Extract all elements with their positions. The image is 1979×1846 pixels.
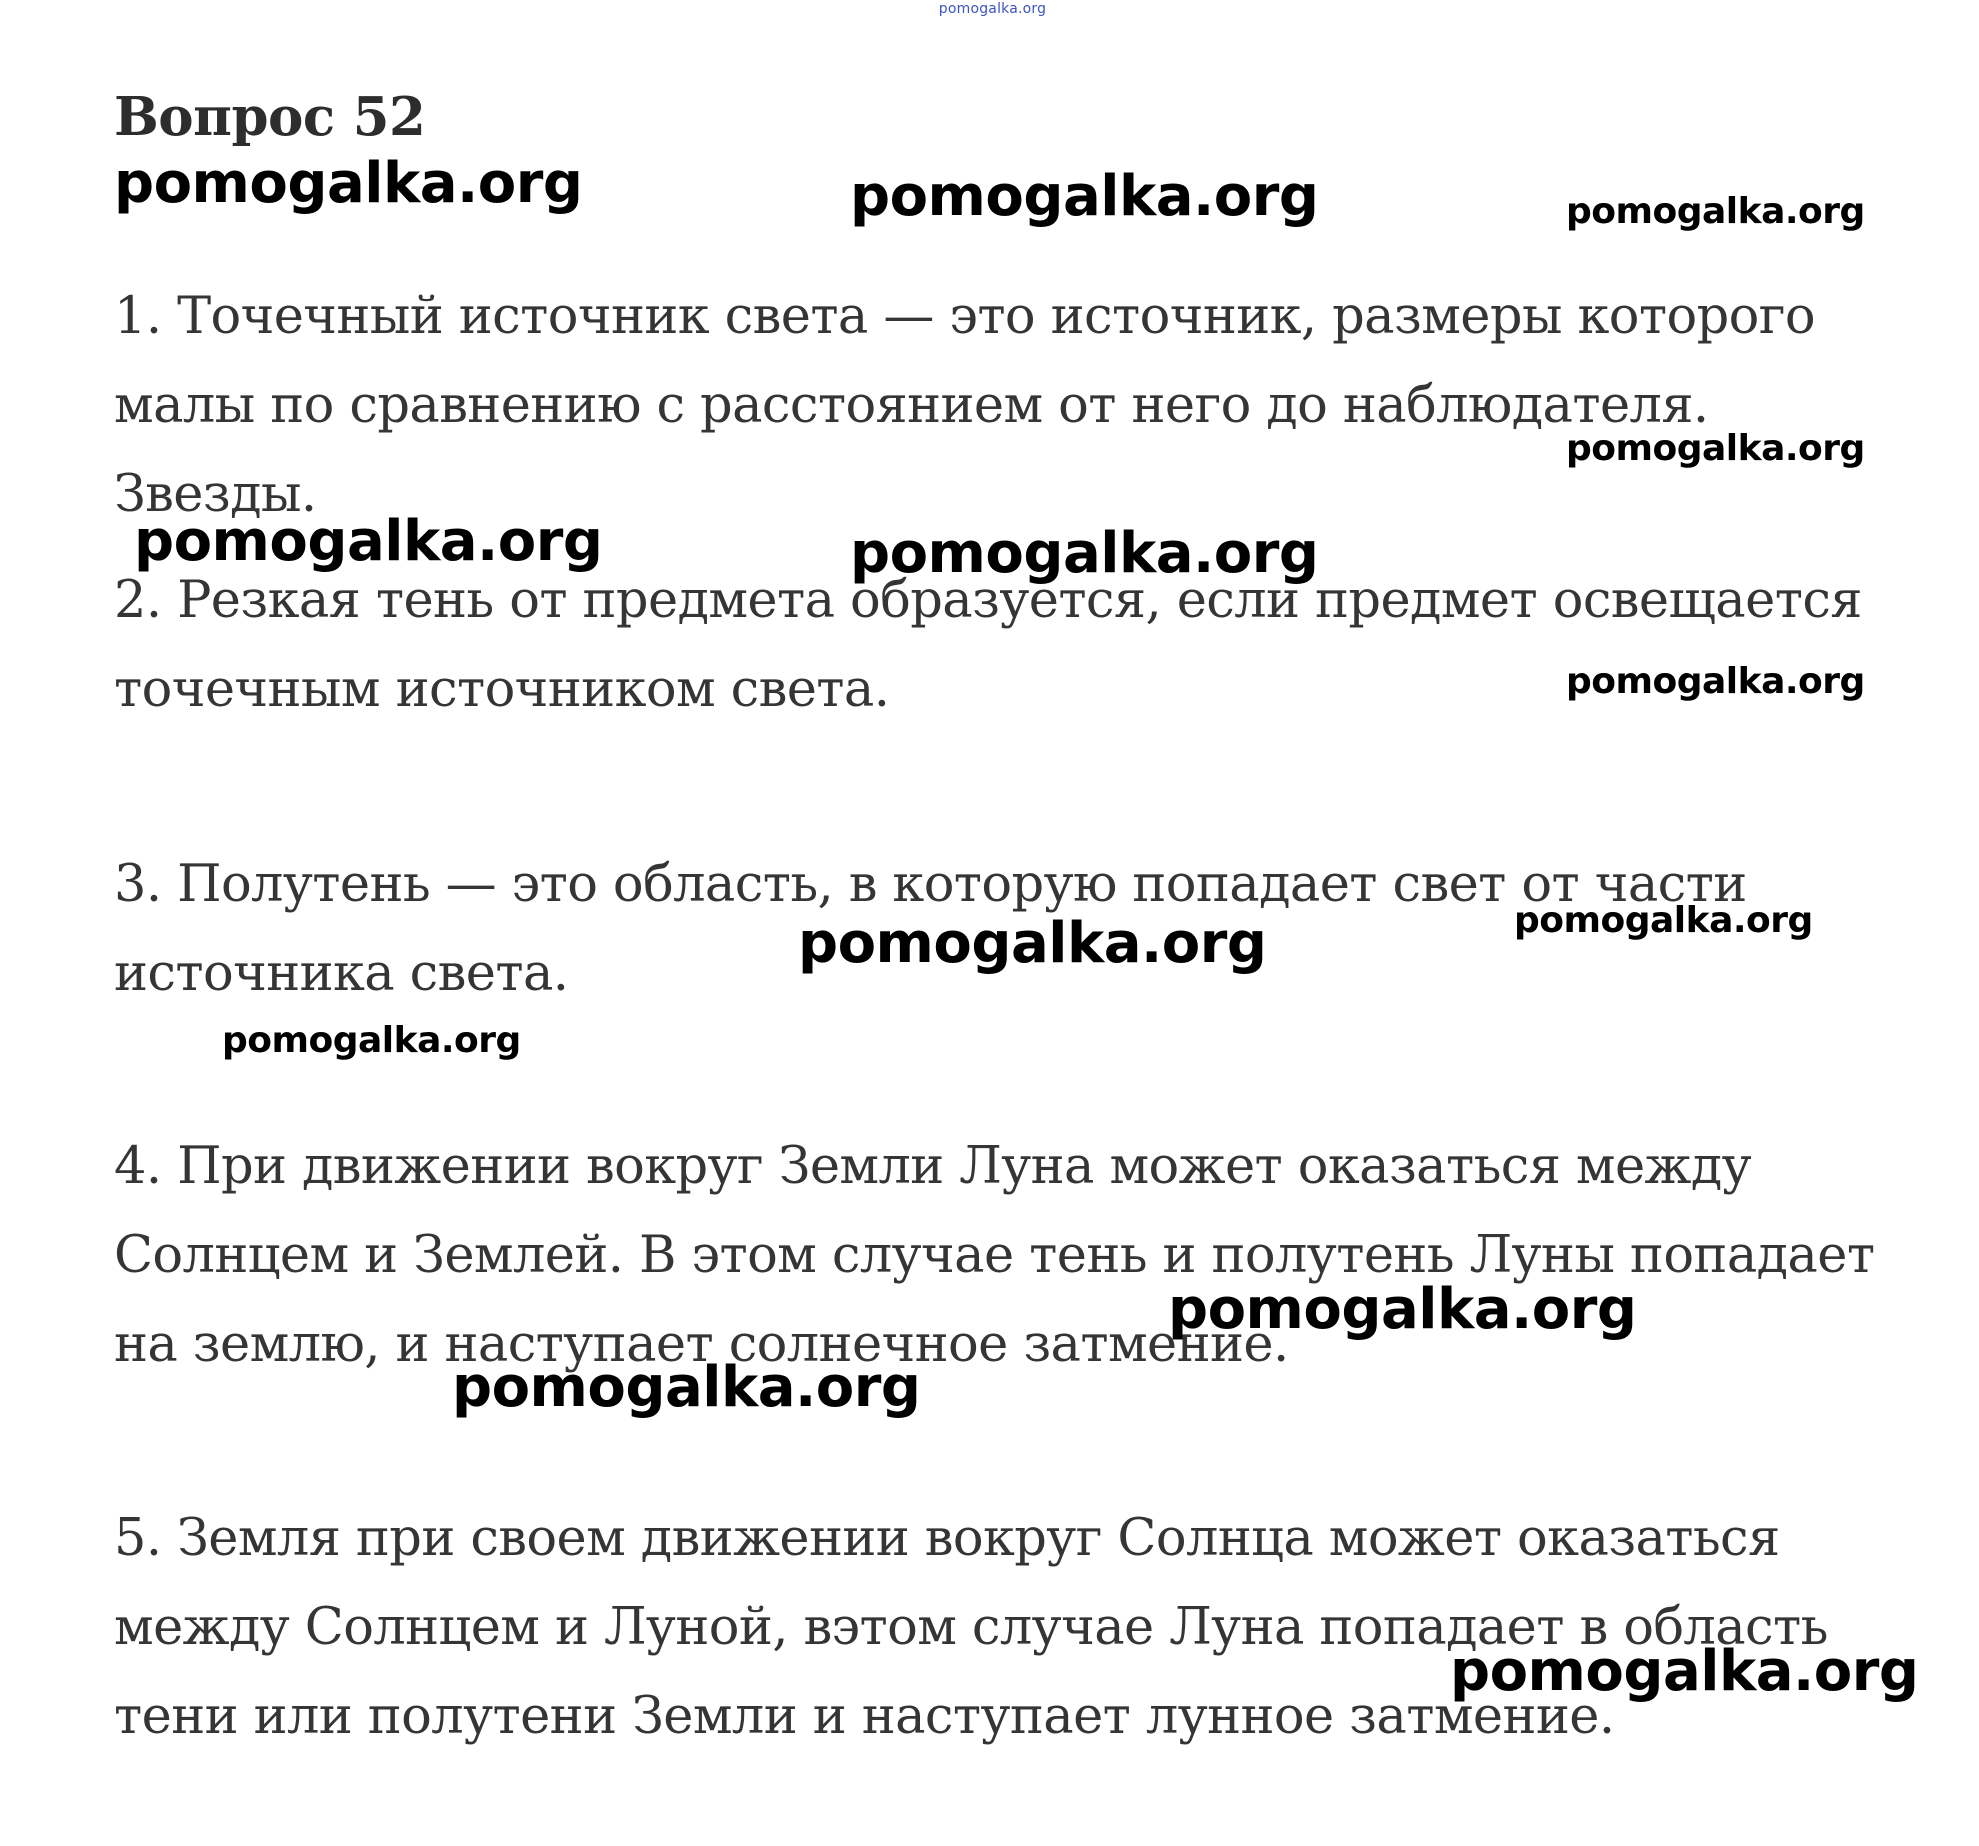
- question-title: Вопрос 52: [114, 86, 426, 148]
- watermark: pomogalka.org: [1450, 1639, 1919, 1704]
- watermark: pomogalka.org: [1168, 1277, 1637, 1342]
- watermark: pomogalka.org: [798, 911, 1267, 976]
- watermark: pomogalka.org: [1566, 661, 1865, 702]
- watermark: pomogalka.org: [850, 521, 1319, 586]
- watermark: pomogalka.org: [222, 1020, 521, 1061]
- site-mark-top: pomogalka.org: [938, 1, 1047, 17]
- answer-5: 5. Земля при своем движении вокруг Солнца может оказаться между Солнцем и Луной, вэтом случае Луна попадает в область тени или полутени Земли и наступает лунное затмение.: [114, 1509, 1828, 1746]
- answer-3: 3. Полутень — это область, в которую попадает свет от части источника света.: [114, 855, 1747, 1003]
- watermark: pomogalka.org: [134, 509, 603, 574]
- watermark: pomogalka.org: [1566, 428, 1865, 469]
- watermark: pomogalka.org: [1566, 191, 1865, 232]
- answer-4: 4. При движении вокруг Земли Луна может оказаться между Солнцем и Землей. В этом случае тень и полутень Луны попадает на землю, и наступает солнечное затмение.: [114, 1137, 1875, 1374]
- watermark: pomogalka.org: [452, 1355, 921, 1420]
- watermark: pomogalka.org: [114, 151, 583, 216]
- watermark: pomogalka.org: [850, 164, 1319, 229]
- watermark: pomogalka.org: [1514, 900, 1813, 941]
- answer-2: 2. Резкая тень от предмета образуется, если предмет освещается точечным источником света.: [114, 571, 1862, 719]
- answer-1: 1. Точечный источник света — это источник, размеры которого малы по сравнению с расстоянием от него до наблюдателя. Звезды.: [114, 287, 1815, 524]
